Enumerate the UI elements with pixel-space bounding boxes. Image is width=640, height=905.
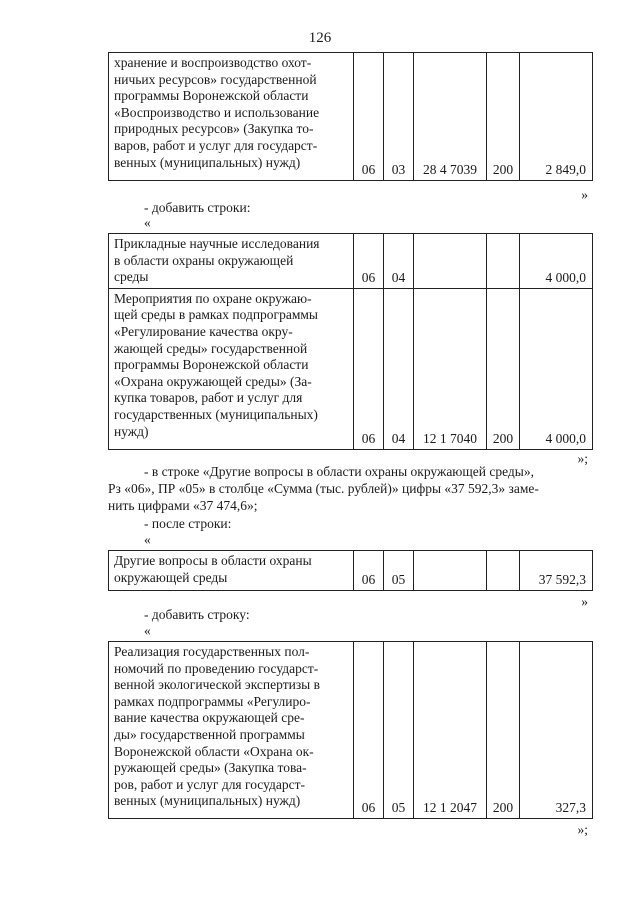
closing-quote: »; (577, 451, 588, 466)
instruction-after-row: - после строки: (144, 516, 232, 531)
row-sum: 4 000,0 (520, 288, 593, 449)
row-sum: 327,3 (520, 642, 593, 819)
row-rz: 06 (354, 234, 384, 289)
row-name: хранение и воспроизводство охот- ничьих ресурсов» государственной программы Воронежской области «Воспроизводство и использование природных ресурсов» (Закупка то- варов, работ и услуг для государст- венных (муниципальных) нужд) (109, 53, 354, 181)
closing-quote: » (581, 187, 588, 202)
paragraph-line: Рз «06», ПР «05» в столбце «Сумма (тыс. рублей)» цифры «37 592,3» заме- (108, 481, 539, 496)
table-row (109, 642, 593, 819)
opening-quote: « (144, 623, 151, 638)
row-sum: 2 849,0 (520, 53, 593, 181)
row-sum: 37 592,3 (520, 551, 593, 591)
instruction-add-rows: - добавить строки: (144, 200, 251, 215)
row-pr: 05 (384, 642, 414, 819)
row-rz: 06 (354, 288, 384, 449)
row-rz: 06 (354, 642, 384, 819)
row-name: Реализация государственных пол- номочий по проведению государст- венной экологической экспертизы в рамках подпрограммы «Регулиро- вание качества окружающей сре- ды» государственной программы Воронежской области «Охрана ок- ружающей среды» (Закупка това- ров, работ и услуг для государст- венных (муниципальных) нужд) (109, 642, 354, 819)
closing-quote: »; (577, 822, 588, 837)
instruction-add-row: - добавить строку: (144, 607, 250, 622)
row-rz: 06 (354, 551, 384, 591)
row-vr: 200 (487, 53, 520, 181)
page-number: 126 (308, 30, 332, 46)
row-name: Прикладные научные исследования в области охраны окружающей среды (109, 234, 354, 289)
row-pr: 04 (384, 234, 414, 289)
row-vr (487, 234, 520, 289)
budget-table-3 (108, 550, 593, 591)
opening-quote: « (144, 215, 151, 230)
row-pr: 03 (384, 53, 414, 181)
budget-table-2 (108, 233, 593, 450)
row-vr: 200 (487, 642, 520, 819)
row-pr: 05 (384, 551, 414, 591)
row-vr (487, 551, 520, 591)
amendment-paragraph (108, 463, 592, 514)
row-csr: 12 1 2047 (414, 642, 487, 819)
row-rz: 06 (354, 53, 384, 181)
paragraph-line: нить цифрами «37 474,6»; (108, 498, 258, 513)
budget-table-4 (108, 641, 593, 819)
budget-table-1 (108, 52, 593, 181)
closing-quote: » (581, 594, 588, 609)
opening-quote: « (144, 532, 151, 547)
row-csr (414, 234, 487, 289)
table-row (109, 551, 593, 591)
row-csr: 12 1 7040 (414, 288, 487, 449)
row-pr: 04 (384, 288, 414, 449)
row-csr (414, 551, 487, 591)
paragraph-line: - в строке «Другие вопросы в области охраны окружающей среды», (144, 464, 534, 479)
row-sum: 4 000,0 (520, 234, 593, 289)
row-csr: 28 4 7039 (414, 53, 487, 181)
row-name: Мероприятия по охране окружаю- щей среды в рамках подпрограммы «Регулирование качества окру- жающей среды» государственной программы Воронежской области «Охрана окружающей среды» (За- купка товаров, работ и услуг для государственных (муниципальных) нужд) (109, 288, 354, 449)
row-name: Другие вопросы в области охраны окружающей среды (109, 551, 354, 591)
table-row (109, 288, 593, 449)
table-row (109, 53, 593, 181)
row-vr: 200 (487, 288, 520, 449)
table-row (109, 234, 593, 289)
